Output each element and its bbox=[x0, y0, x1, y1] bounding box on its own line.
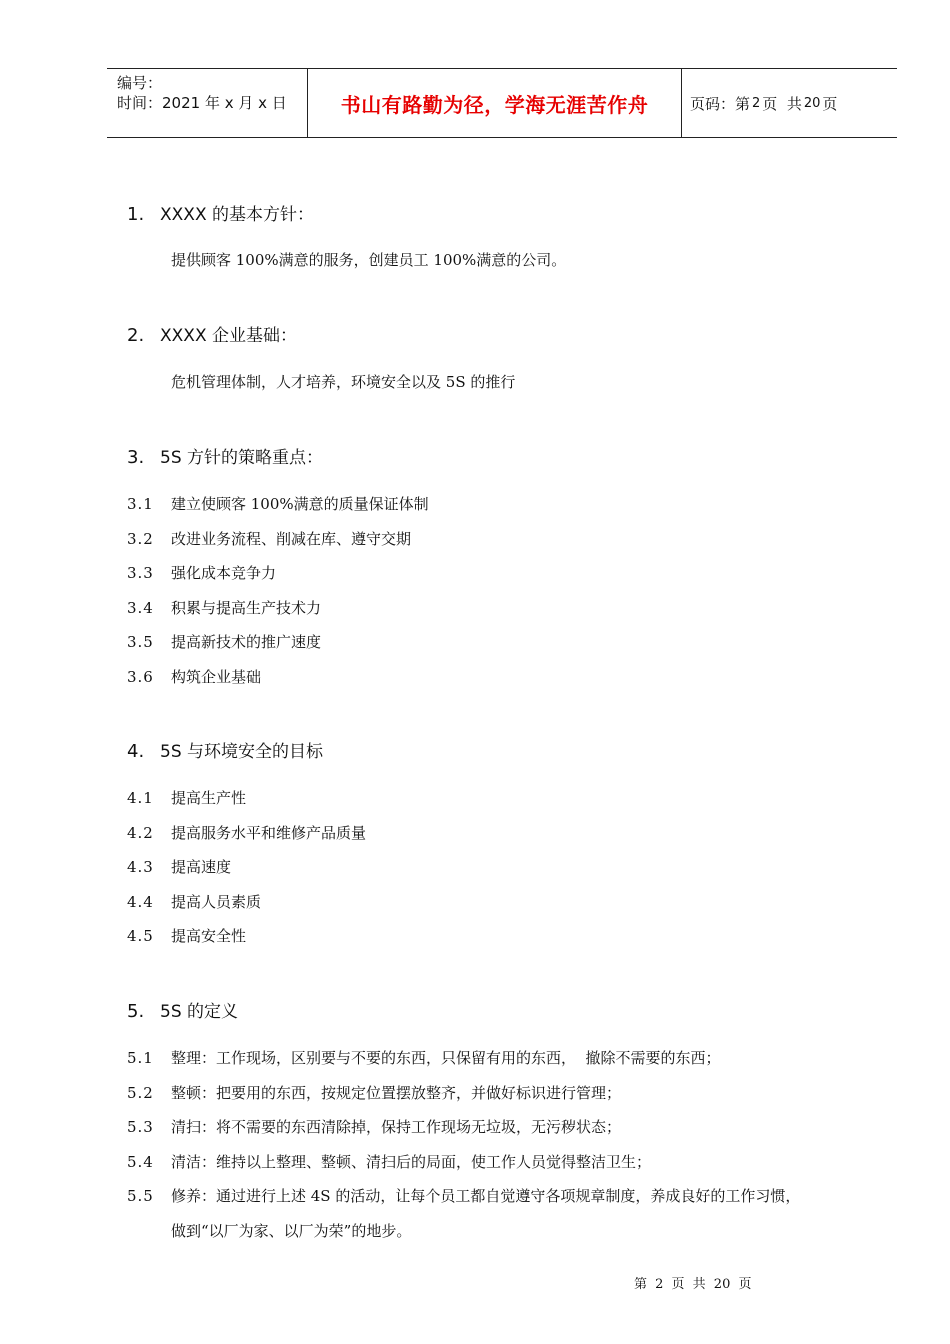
list-item: 5.1 整理：工作现场，区别要与不要的东西，只保留有用的东西， 撤除不需要的东西； bbox=[127, 1049, 721, 1067]
page-mid: 页 共 bbox=[762, 94, 802, 113]
header-page-number bbox=[682, 69, 897, 137]
section-heading-4: 4. 5S 与环境安全的目标 bbox=[127, 741, 324, 762]
list-item: 3.6 构筑企业基础 bbox=[127, 668, 262, 686]
list-item: 3.5 提高新技术的推广速度 bbox=[127, 633, 322, 651]
list-item: 3.4 积累与提高生产技术力 bbox=[127, 599, 322, 617]
page-footer: 第 2 页 共 20 页 bbox=[634, 1277, 752, 1292]
list-item: 3.3 强化成本竞争力 bbox=[127, 564, 277, 582]
list-item: 5.3 清扫：将不需要的东西清除掉，保持工作现场无垃圾，无污秽状态； bbox=[127, 1118, 622, 1136]
list-item: 4.5 提高安全性 bbox=[127, 927, 247, 945]
page-current: 2 bbox=[752, 95, 761, 111]
list-item: 4.3 提高速度 bbox=[127, 858, 232, 876]
list-item: 5.5 修养：通过进行上述 4S 的活动，让每个员工都自觉遵守各项规章制度，养成良好的工作习惯， bbox=[127, 1187, 801, 1205]
section-heading-1: 1. XXXX 的基本方针： bbox=[127, 204, 314, 225]
header-motto: 书山有路勤为径，学海无涯苦作舟 bbox=[308, 69, 682, 137]
list-item: 5.4 清洁：维持以上整理、整顿、清扫后的局面，使工作人员觉得整洁卫生； bbox=[127, 1153, 652, 1171]
list-item: 4.1 提高生产性 bbox=[127, 789, 247, 807]
list-item-continuation: 做到“以厂为家、以厂为荣”的地步。 bbox=[171, 1222, 412, 1240]
page-total: 20 bbox=[803, 95, 821, 111]
header-date: 时间：2021 年 x 月 x 日 bbox=[117, 94, 287, 112]
list-item: 4.4 提高人员素质 bbox=[127, 893, 262, 911]
section-heading-2: 2. XXXX 企业基础： bbox=[127, 325, 297, 346]
page-label: 页码：第 bbox=[690, 94, 751, 113]
page-header bbox=[107, 68, 897, 138]
list-item: 3.2 改进业务流程、削减在库、遵守交期 bbox=[127, 530, 412, 548]
section-heading-3: 3. 5S 方针的策略重点： bbox=[127, 447, 324, 468]
header-number: 编号： bbox=[117, 74, 163, 92]
page-end: 页 bbox=[822, 94, 838, 113]
list-item: 3.1 建立使顾客 100%满意的质量保证体制 bbox=[127, 495, 429, 513]
header-meta bbox=[107, 69, 308, 137]
section-body-2: 危机管理体制，人才培养，环境安全以及 5S 的推行 bbox=[171, 373, 516, 391]
section-heading-5: 5. 5S 的定义 bbox=[127, 1001, 239, 1022]
list-item: 5.2 整顿：把要用的东西，按规定位置摆放整齐，并做好标识进行管理； bbox=[127, 1084, 622, 1102]
section-body-1: 提供顾客 100%满意的服务，创建员工 100%满意的公司。 bbox=[171, 251, 567, 269]
list-item: 4.2 提高服务水平和维修产品质量 bbox=[127, 824, 367, 842]
